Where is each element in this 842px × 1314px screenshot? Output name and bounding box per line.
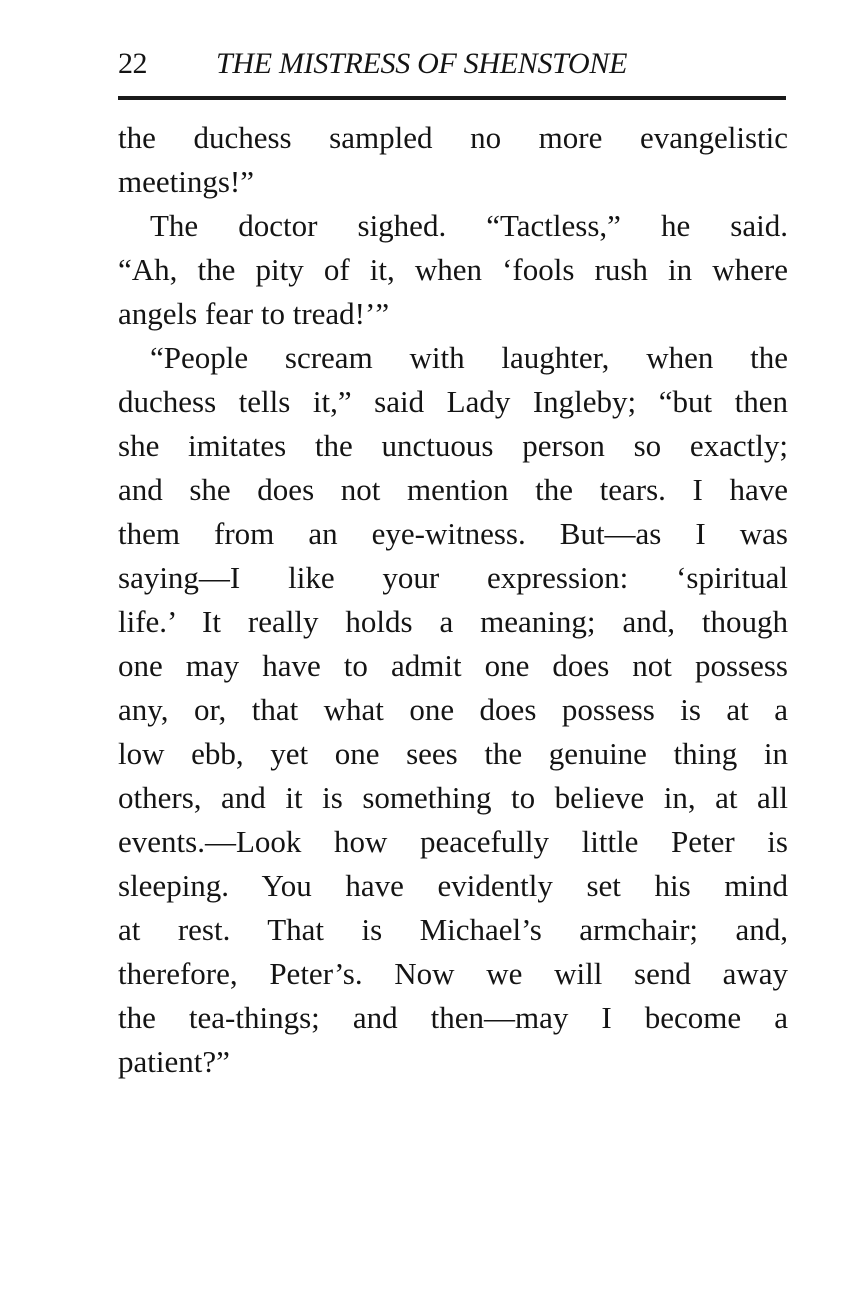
text-line: “People scream with laughter, when the <box>150 340 788 375</box>
text-line: life.’ It really holds a meaning; and, though <box>118 604 788 639</box>
text-line: events.—Look how peacefully little Peter is <box>118 824 788 859</box>
text-line: low ebb, yet one sees the genuine thing in <box>118 736 788 771</box>
text-line: at rest. That is Michael’s armchair; and, <box>118 912 788 947</box>
text-line: patient?” <box>118 1044 230 1079</box>
text-line: therefore, Peter’s. Now we will send away <box>118 956 788 991</box>
text-line: meetings!” <box>118 164 255 199</box>
text-line: angels fear to tread!’” <box>118 296 390 331</box>
header-rule <box>118 96 786 100</box>
text-line: “Ah, the pity of it, when ‘fools rush in where <box>118 252 788 287</box>
text-line: any, or, that what one does possess is at a <box>118 692 788 727</box>
text-line: she imitates the unctuous person so exactly; <box>118 428 788 463</box>
page-number: 22 <box>118 47 147 80</box>
text-line: saying—I like your expression: ‘spiritual <box>118 560 788 595</box>
text-line: sleeping. You have evidently set his mind <box>118 868 788 903</box>
text-line: them from an eye-witness. But—as I was <box>118 516 788 551</box>
body-text <box>118 116 788 1084</box>
text-line: duchess tells it,” said Lady Ingleby; “but then <box>118 384 788 419</box>
text-line: one may have to admit one does not possess <box>118 648 788 683</box>
running-head <box>118 44 788 84</box>
text-line: The doctor sighed. “Tactless,” he said. <box>150 208 788 243</box>
text-line: and she does not mention the tears. I have <box>118 472 788 507</box>
running-title: THE MISTRESS OF SHENSTONE <box>216 47 628 80</box>
text-line: the duchess sampled no more evangelistic <box>118 120 788 155</box>
text-line: others, and it is something to believe in, at all <box>118 780 788 815</box>
text-line: the tea-things; and then—may I become a <box>118 1000 788 1035</box>
